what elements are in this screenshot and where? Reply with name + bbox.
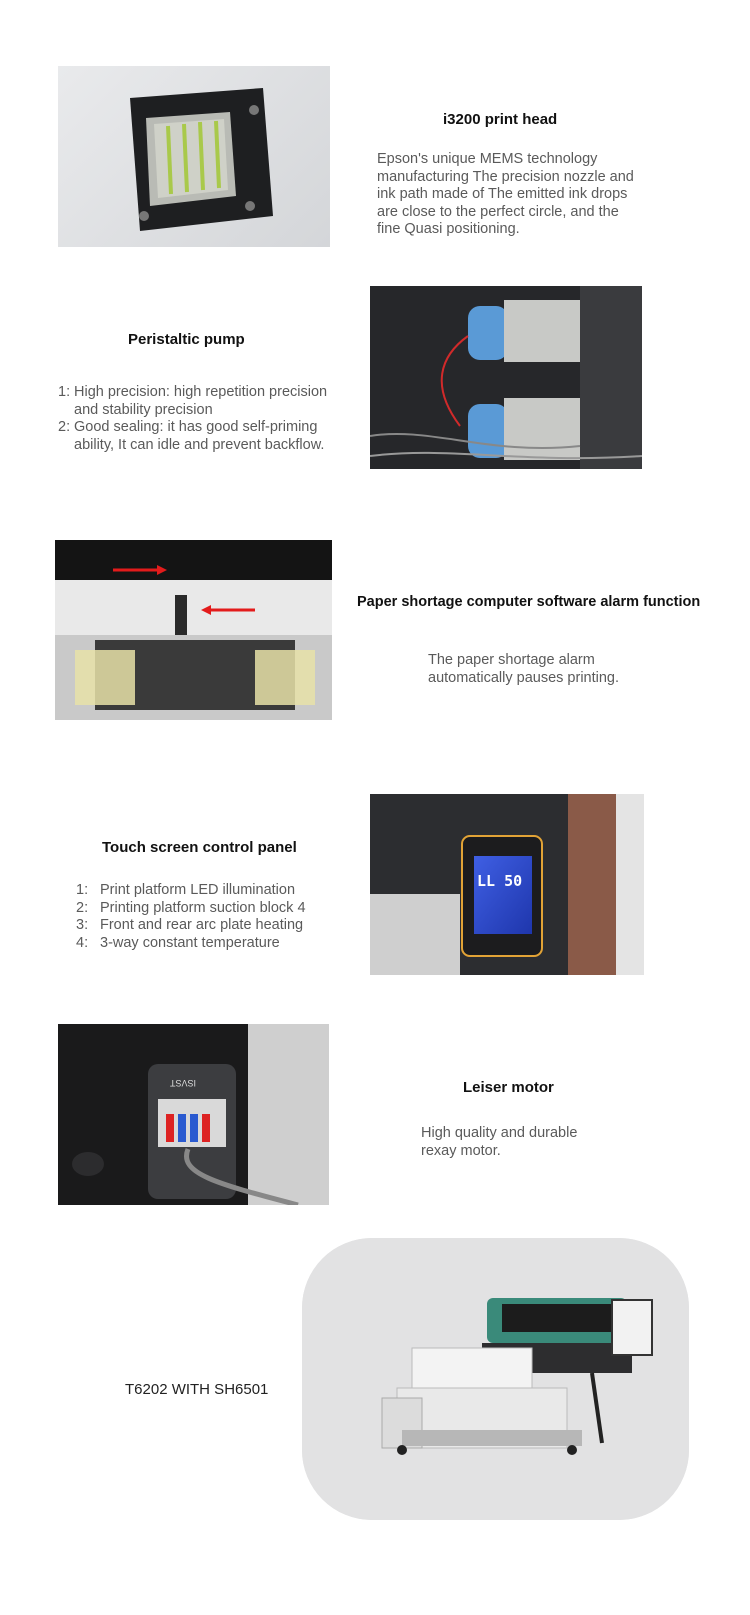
list-item: 4: 3-way constant temperature — [76, 934, 280, 951]
touch-panel-screen-readout: LL 50 — [477, 872, 523, 890]
touch-panel-title: Touch screen control panel — [102, 839, 297, 856]
motor-device-label: ISVST — [170, 1078, 197, 1088]
list-item: 2: Printing platform suction block 4 — [76, 899, 306, 916]
paper-alarm-title: Paper shortage computer software alarm function — [357, 594, 701, 610]
printhead-title: i3200 print head — [443, 111, 558, 128]
pump-title: Peristaltic pump — [128, 331, 245, 348]
pump-feature-list — [58, 384, 338, 454]
printhead-description: Epson's unique MEMS technology manufacturing The precision nozzle and ink path made of The emitted ink drops are close to the perfect circle, and the fine Quasi positioning. — [377, 151, 634, 237]
model-photo — [302, 1238, 689, 1520]
motor-photo — [58, 1024, 329, 1205]
motor-title: Leiser motor — [463, 1079, 554, 1096]
touch-panel-photo — [370, 794, 644, 975]
model-title: T6202 WITH SH6501 — [125, 1381, 269, 1398]
printhead-photo — [58, 66, 330, 247]
list-item: 1: High precision: high repetition precision and stability precision — [58, 384, 328, 418]
list-item: 1: Print platform LED illumination — [76, 882, 296, 898]
motor-description: High quality and durable rexay motor. — [421, 1125, 578, 1159]
paper-alarm-photo — [55, 540, 332, 720]
list-item: 3: Front and rear arc plate heating — [76, 917, 304, 933]
pump-photo — [370, 286, 642, 469]
list-item: 2: Good sealing: it has good self-priming ability, It can idle and prevent backflow. — [58, 419, 325, 453]
touch-panel-feature-list — [76, 882, 346, 952]
paper-alarm-description: The paper shortage alarm automatically pauses printing. — [428, 652, 620, 686]
